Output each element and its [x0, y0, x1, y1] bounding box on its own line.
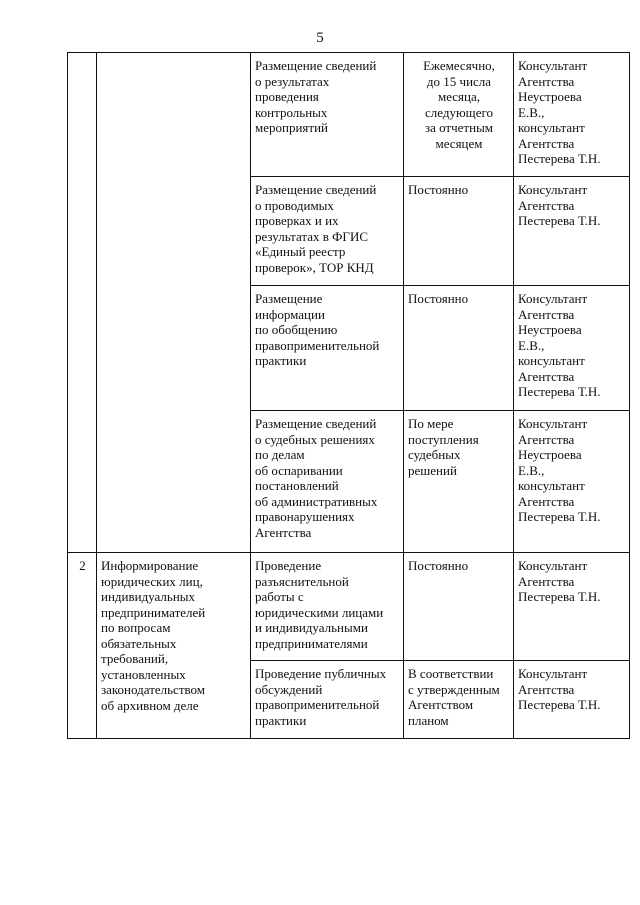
text-line: Постоянно — [408, 291, 469, 306]
text-line: информации — [255, 306, 325, 322]
text-line: Консультант — [518, 58, 588, 73]
text-line: об архивном деле — [101, 697, 199, 713]
text-line: консультант — [518, 478, 585, 493]
text-line: Неустроева — [518, 447, 582, 462]
text-line: Постоянно — [408, 558, 469, 573]
text-line: Пестерева Т.Н. — [518, 589, 601, 604]
text-line: По мере — [408, 416, 454, 431]
text-line: законодательством — [101, 682, 206, 697]
text-line: Агентства — [518, 73, 575, 89]
responsible-cell — [514, 286, 630, 411]
text-line: Агентства — [518, 135, 575, 151]
text-line: правоприменительной — [255, 337, 380, 353]
text-line: предпринимателями — [255, 635, 368, 651]
activity-cell — [251, 411, 404, 553]
text-line: Консультант — [518, 291, 588, 306]
responsible-cell — [514, 553, 630, 661]
text-line: Размещение сведений — [255, 182, 377, 197]
text-line: Агентства — [518, 197, 575, 213]
text-line: индивидуальных — [101, 589, 196, 604]
text-line: правоприменительной — [255, 697, 380, 712]
text-line: Неустроева — [518, 89, 582, 104]
text-line: Е.В., — [518, 104, 545, 120]
text-line: о проводимых — [255, 197, 334, 213]
text-line: контрольных — [255, 104, 328, 120]
row-number-cell: 2 — [68, 553, 97, 739]
text-line: Агентством — [408, 697, 474, 712]
text-line: о результатах — [255, 73, 330, 89]
text-line: разъяснительной — [255, 573, 349, 589]
text-line: Информирование — [101, 558, 199, 573]
text-line: обсуждений — [255, 681, 323, 697]
deadline-cell — [404, 286, 514, 411]
responsible-cell — [514, 53, 630, 177]
text-line: по вопросам — [101, 620, 171, 635]
text-line: Консультант — [518, 416, 588, 431]
topic-cell — [97, 53, 251, 553]
text-line: об оспаривании — [255, 462, 343, 478]
activity-cell — [251, 553, 404, 661]
deadline-cell — [404, 53, 514, 177]
text-line: за отчетным — [424, 120, 494, 135]
text-line: Пестерева Т.Н. — [518, 384, 601, 399]
text-line: следующего — [425, 104, 493, 120]
text-line: по обобщению — [255, 322, 338, 337]
text-line: юридических лиц, — [101, 573, 203, 589]
text-line: Агентства — [518, 493, 575, 509]
text-line: Размещение сведений — [255, 58, 377, 73]
table-row — [68, 53, 630, 177]
text-line: Размещение — [255, 291, 323, 306]
text-line: Консультант — [518, 666, 588, 681]
topic-cell — [97, 553, 251, 739]
text-line: о судебных решениях — [255, 431, 375, 447]
text-line: Агентства — [518, 431, 575, 447]
text-line: до 15 числа — [426, 73, 492, 89]
text-line: «Единый реестр — [255, 244, 346, 259]
text-line: месяца, — [437, 89, 481, 104]
table-row — [68, 553, 630, 661]
text-line: об административных — [255, 493, 378, 509]
activity-cell — [251, 286, 404, 411]
text-line: консультант — [518, 120, 585, 135]
text-line: Е.В., — [518, 337, 545, 353]
text-line: планом — [408, 712, 449, 728]
activity-cell — [251, 53, 404, 177]
deadline-cell — [404, 661, 514, 739]
deadline-cell — [404, 411, 514, 553]
page-number: 5 — [316, 30, 324, 46]
text-line: Постоянно — [408, 182, 469, 197]
text-line: и индивидуальными — [255, 620, 368, 635]
text-line: Агентства — [518, 368, 575, 384]
text-line: постановлений — [255, 478, 339, 493]
text-line: Агентства — [518, 681, 575, 697]
text-line: практики — [255, 353, 307, 368]
responsible-cell — [514, 661, 630, 739]
text-line: месяцем — [435, 135, 483, 151]
text-line: Размещение сведений — [255, 416, 377, 431]
text-line: Пестерева Т.Н. — [518, 509, 601, 524]
text-line: проверках и их — [255, 213, 339, 228]
text-line: правонарушениях — [255, 509, 355, 524]
text-line: Консультант — [518, 182, 588, 197]
text-line: проведения — [255, 89, 319, 104]
text-line: В соответствии — [408, 666, 494, 681]
text-line: Ежемесячно, — [423, 58, 495, 73]
text-line: требований, — [101, 651, 169, 666]
text-line: Е.В., — [518, 462, 545, 478]
text-line: Агентства — [518, 573, 575, 589]
text-line: Пестерева Т.Н. — [518, 213, 601, 228]
deadline-cell — [404, 177, 514, 286]
text-line: установленных — [101, 666, 186, 682]
text-line: юридическими лицами — [255, 604, 384, 620]
text-line: предпринимателей — [101, 604, 206, 620]
text-line: мероприятий — [255, 120, 328, 135]
text-line: Агентства — [518, 306, 575, 322]
text-line: судебных — [408, 447, 461, 462]
text-line: Пестерева Т.Н. — [518, 697, 601, 712]
text-line: Агентства — [255, 524, 312, 540]
text-line: проверок», ТОР КНД — [255, 259, 374, 275]
activity-cell — [251, 177, 404, 286]
text-line: поступления — [408, 431, 479, 447]
text-line: Консультант — [518, 558, 588, 573]
text-line: с утвержденным — [408, 681, 500, 697]
text-line: Проведение публичных — [255, 666, 387, 681]
text-line: практики — [255, 712, 307, 728]
measures-table — [67, 52, 630, 739]
text-line: обязательных — [101, 635, 177, 651]
text-line: консультант — [518, 353, 585, 368]
activity-cell — [251, 661, 404, 739]
responsible-cell — [514, 411, 630, 553]
text-line: Пестерева Т.Н. — [518, 151, 601, 166]
row-number-cell — [68, 53, 97, 553]
deadline-cell — [404, 553, 514, 661]
responsible-cell — [514, 177, 630, 286]
text-line: работы с — [255, 589, 304, 604]
text-line: результатах в ФГИС — [255, 228, 369, 244]
text-line: Проведение — [255, 558, 322, 573]
text-line: Неустроева — [518, 322, 582, 337]
text-line: решений — [408, 462, 457, 478]
text-line: по делам — [255, 447, 305, 462]
